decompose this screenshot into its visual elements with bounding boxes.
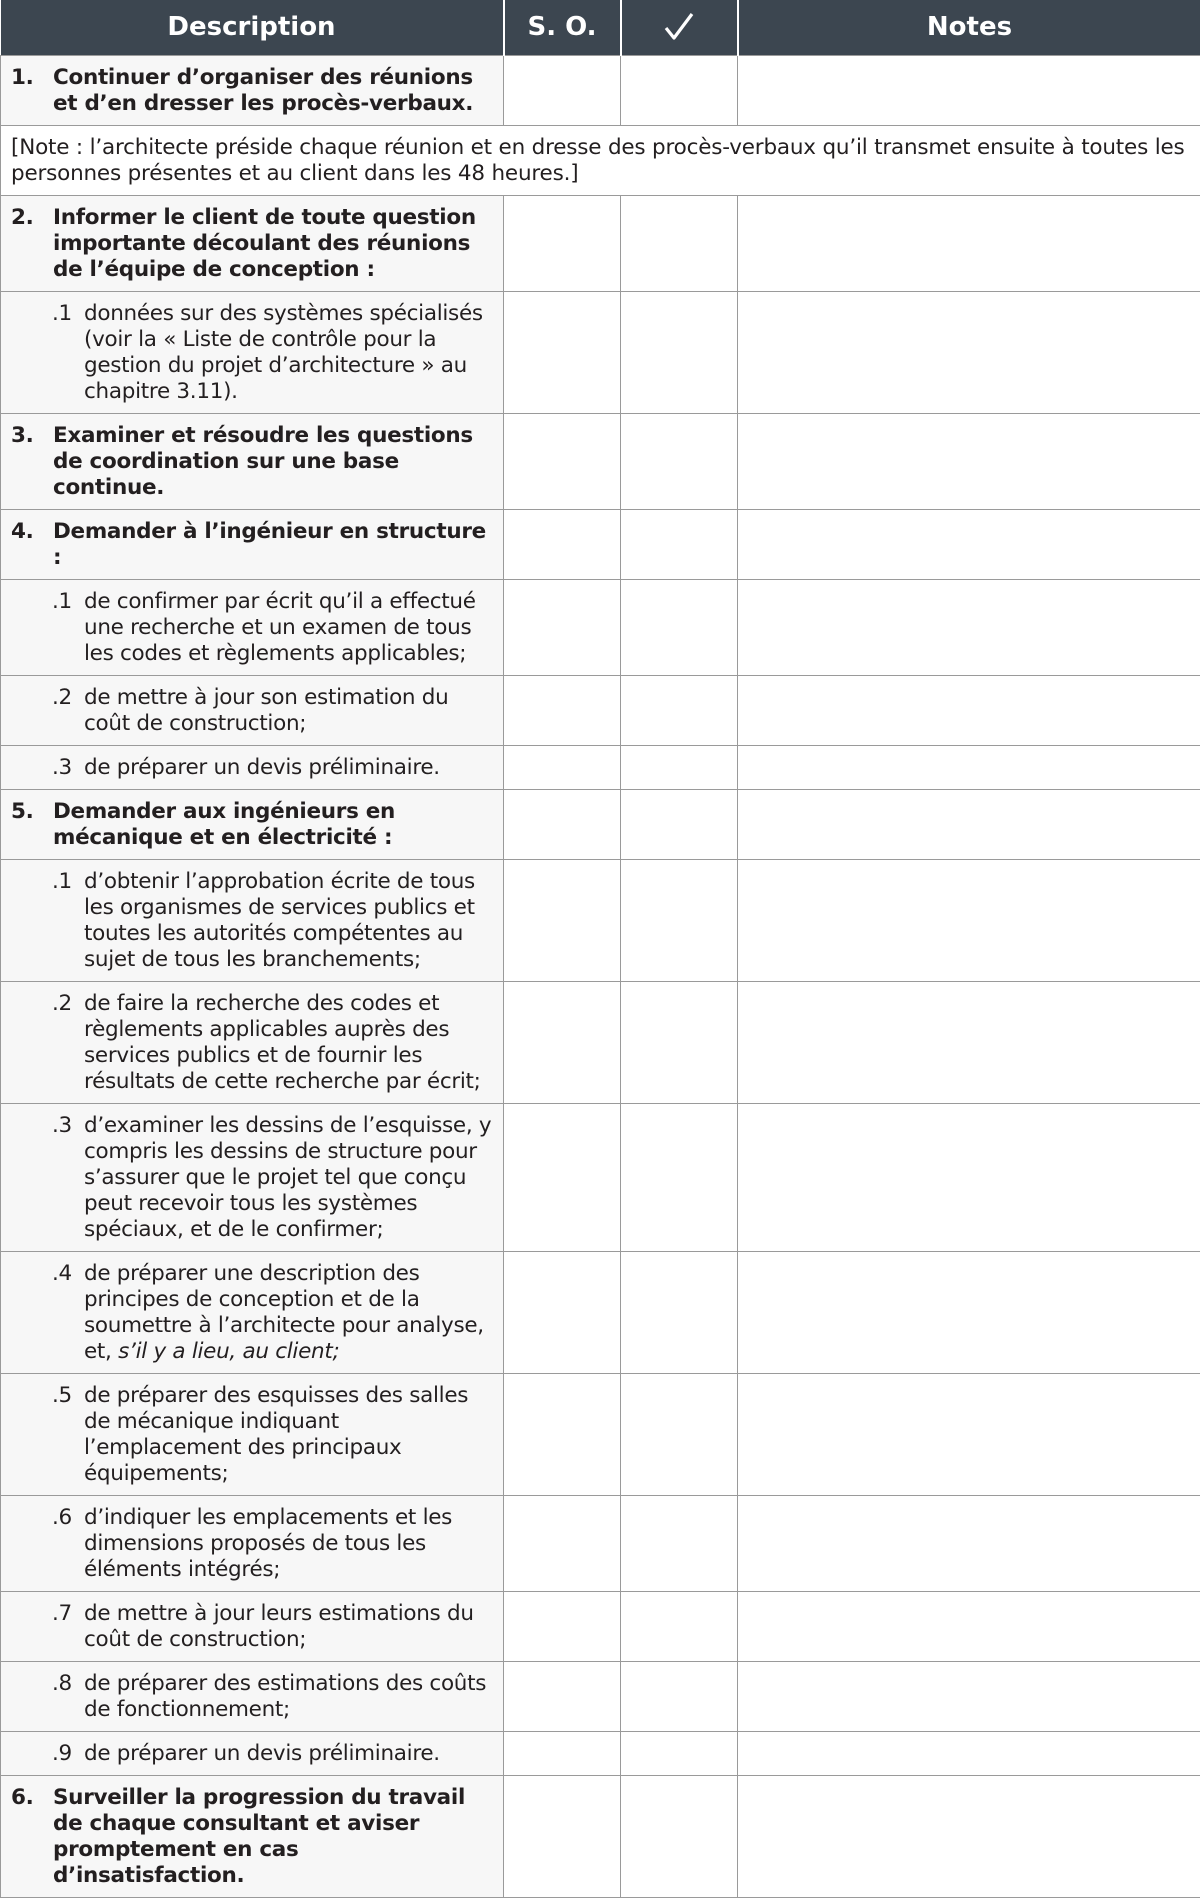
notes-cell[interactable] <box>738 413 1200 509</box>
item-description <box>1 789 504 859</box>
notes-cell[interactable] <box>738 859 1200 981</box>
subitem-text-regular: de préparer une description des principes de conception et de la soumettre à l’architecte pour analyse, et, <box>84 1261 484 1364</box>
item-number: 1. <box>11 65 53 117</box>
subitem-text: de préparer des estimations des coûts de fonctionnement; <box>84 1671 497 1723</box>
column-header-check <box>621 0 738 55</box>
so-cell[interactable] <box>504 859 621 981</box>
so-cell[interactable] <box>504 1591 621 1661</box>
notes-cell[interactable] <box>738 55 1200 125</box>
column-header-so: S. O. <box>504 0 621 55</box>
item-number: 4. <box>11 519 53 571</box>
so-cell[interactable] <box>504 291 621 413</box>
table-row <box>1 1373 1200 1495</box>
check-cell[interactable] <box>621 789 738 859</box>
subitem-text: de préparer des esquisses des salles de mécanique indiquant l’emplacement des principaux équipements; <box>84 1383 497 1487</box>
subitem-description <box>1 1251 504 1373</box>
subitem-number: .8 <box>52 1671 84 1723</box>
notes-cell[interactable] <box>738 579 1200 675</box>
item-text: Demander à l’ingénieur en structure : <box>53 519 497 571</box>
item-text: Examiner et résoudre les questions de coordination sur une base continue. <box>53 423 497 501</box>
check-cell[interactable] <box>621 195 738 291</box>
subitem-description <box>1 579 504 675</box>
item-number: 2. <box>11 205 53 283</box>
notes-cell[interactable] <box>738 745 1200 789</box>
subitem-description <box>1 1731 504 1775</box>
table-row <box>1 1731 1200 1775</box>
subitem-description <box>1 1661 504 1731</box>
notes-cell[interactable] <box>738 1103 1200 1251</box>
so-cell[interactable] <box>504 579 621 675</box>
table-row <box>1 1661 1200 1731</box>
item-description <box>1 509 504 579</box>
table-row <box>1 981 1200 1103</box>
subitem-text: de préparer un devis préliminaire. <box>84 1741 497 1767</box>
notes-cell[interactable] <box>738 1775 1200 1897</box>
subitem-number: .1 <box>52 589 84 667</box>
notes-cell[interactable] <box>738 981 1200 1103</box>
item-description <box>1 413 504 509</box>
notes-cell[interactable] <box>738 1373 1200 1495</box>
subitem-text: d’indiquer les emplacements et les dimensions proposés de tous les éléments intégrés; <box>84 1505 497 1583</box>
notes-cell[interactable] <box>738 1731 1200 1775</box>
so-cell[interactable] <box>504 1495 621 1591</box>
notes-cell[interactable] <box>738 789 1200 859</box>
table-row <box>1 413 1200 509</box>
subitem-number: .2 <box>52 991 84 1095</box>
so-cell[interactable] <box>504 789 621 859</box>
check-cell[interactable] <box>621 1495 738 1591</box>
subitem-text: de préparer un devis préliminaire. <box>84 755 497 781</box>
subitem-text: de faire la recherche des codes et règlements applicables auprès des services publics et de fournir les résultats de cette recherche par écrit; <box>84 991 497 1095</box>
check-cell[interactable] <box>621 1731 738 1775</box>
notes-cell[interactable] <box>738 509 1200 579</box>
table-row <box>1 1775 1200 1897</box>
subitem-description <box>1 675 504 745</box>
table-row <box>1 579 1200 675</box>
notes-cell[interactable] <box>738 1495 1200 1591</box>
column-header-notes: Notes <box>738 0 1200 55</box>
so-cell[interactable] <box>504 1373 621 1495</box>
so-cell[interactable] <box>504 745 621 789</box>
subitem-text <box>84 1261 497 1365</box>
subitem-text: données sur des systèmes spécialisés (voir la « Liste de contrôle pour la gestion du projet d’architecture » au chapitre 3.11). <box>84 301 497 405</box>
so-cell[interactable] <box>504 413 621 509</box>
subitem-number: .1 <box>52 301 84 405</box>
notes-cell[interactable] <box>738 195 1200 291</box>
check-cell[interactable] <box>621 1103 738 1251</box>
so-cell[interactable] <box>504 1103 621 1251</box>
subitem-number: .6 <box>52 1505 84 1583</box>
item-text: Continuer d’organiser des réunions et d’en dresser les procès-verbaux. <box>53 65 497 117</box>
so-cell[interactable] <box>504 1775 621 1897</box>
note-text: [Note : l’architecte préside chaque réunion et en dresse des procès-verbaux qu’il transmet ensuite à toutes les personnes présentes et au client dans les 48 heures.] <box>1 125 1200 195</box>
subitem-description <box>1 1591 504 1661</box>
item-text: Demander aux ingénieurs en mécanique et en électricité : <box>53 799 497 851</box>
subitem-description <box>1 1495 504 1591</box>
check-cell[interactable] <box>621 981 738 1103</box>
subitem-text: de mettre à jour leurs estimations du coût de construction; <box>84 1601 497 1653</box>
subitem-text: d’examiner les dessins de l’esquisse, y compris les dessins de structure pour s’assurer que le projet tel que conçu peut recevoir tous les systèmes spéciaux, et de le confirmer; <box>84 1113 497 1243</box>
subitem-description <box>1 981 504 1103</box>
subitem-number: .4 <box>52 1261 84 1365</box>
notes-cell[interactable] <box>738 291 1200 413</box>
table-row <box>1 675 1200 745</box>
table-row <box>1 195 1200 291</box>
subitem-number: .7 <box>52 1601 84 1653</box>
subitem-number: .9 <box>52 1741 84 1767</box>
subitem-text-italic: s’il y a lieu, au client; <box>118 1339 339 1364</box>
table-row <box>1 509 1200 579</box>
check-cell[interactable] <box>621 1775 738 1897</box>
so-cell[interactable] <box>504 1661 621 1731</box>
item-text: Informer le client de toute question importante découlant des réunions de l’équipe de conception : <box>53 205 497 283</box>
checkmark-icon <box>662 10 696 44</box>
table-row <box>1 55 1200 125</box>
subitem-description <box>1 745 504 789</box>
subitem-description <box>1 291 504 413</box>
so-cell[interactable] <box>504 981 621 1103</box>
table-row <box>1 1103 1200 1251</box>
subitem-number: .3 <box>52 755 84 781</box>
table-header-row <box>1 0 1200 55</box>
check-cell[interactable] <box>621 1591 738 1661</box>
check-cell[interactable] <box>621 413 738 509</box>
check-cell[interactable] <box>621 55 738 125</box>
check-cell[interactable] <box>621 675 738 745</box>
subitem-number: .5 <box>52 1383 84 1487</box>
note-row <box>1 125 1200 195</box>
subitem-text: de mettre à jour son estimation du coût de construction; <box>84 685 497 737</box>
table-row <box>1 789 1200 859</box>
so-cell[interactable] <box>504 675 621 745</box>
notes-cell[interactable] <box>738 1251 1200 1373</box>
so-cell[interactable] <box>504 55 621 125</box>
subitem-number: .2 <box>52 685 84 737</box>
table-row <box>1 859 1200 981</box>
so-cell[interactable] <box>504 1251 621 1373</box>
subitem-description <box>1 1103 504 1251</box>
table-row <box>1 291 1200 413</box>
table-row <box>1 1591 1200 1661</box>
subitem-description <box>1 1373 504 1495</box>
subitem-description <box>1 859 504 981</box>
item-description <box>1 55 504 125</box>
table-row <box>1 1251 1200 1373</box>
table-row <box>1 1495 1200 1591</box>
notes-cell[interactable] <box>738 1661 1200 1731</box>
column-header-description: Description <box>1 0 504 55</box>
check-cell[interactable] <box>621 1251 738 1373</box>
so-cell[interactable] <box>504 195 621 291</box>
item-number: 6. <box>11 1785 53 1889</box>
subitem-text: de confirmer par écrit qu’il a effectué une recherche et un examen de tous les codes et règlements applicables; <box>84 589 497 667</box>
check-cell[interactable] <box>621 579 738 675</box>
check-cell[interactable] <box>621 745 738 789</box>
check-cell[interactable] <box>621 509 738 579</box>
so-cell[interactable] <box>504 1731 621 1775</box>
item-description <box>1 1775 504 1897</box>
subitem-number: .1 <box>52 869 84 973</box>
check-cell[interactable] <box>621 1373 738 1495</box>
subitem-number: .3 <box>52 1113 84 1243</box>
notes-cell[interactable] <box>738 675 1200 745</box>
table-row <box>1 745 1200 789</box>
subitem-text: d’obtenir l’approbation écrite de tous les organismes de services publics et toutes les autorités compétentes au sujet de tous les branchements; <box>84 869 497 973</box>
check-cell[interactable] <box>621 1661 738 1731</box>
notes-cell[interactable] <box>738 1591 1200 1661</box>
item-text: Surveiller la progression du travail de chaque consultant et aviser promptement en cas d’insatisfaction. <box>53 1785 497 1889</box>
item-number: 3. <box>11 423 53 501</box>
item-number: 5. <box>11 799 53 851</box>
check-cell[interactable] <box>621 291 738 413</box>
check-cell[interactable] <box>621 859 738 981</box>
item-description <box>1 195 504 291</box>
so-cell[interactable] <box>504 509 621 579</box>
